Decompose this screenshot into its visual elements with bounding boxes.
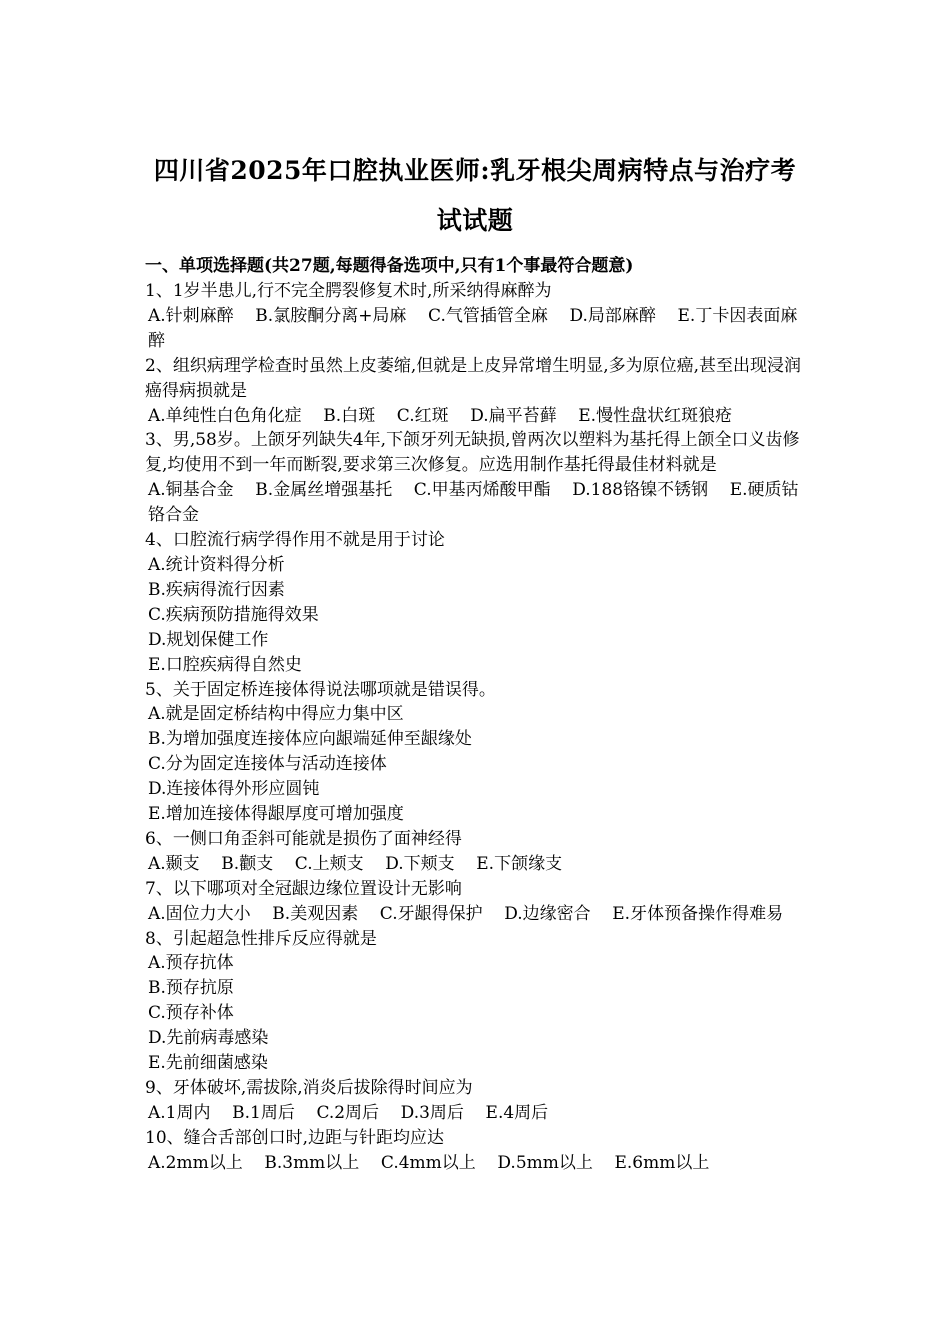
question-options: A.固位力大小 B.美观因素 C.牙龈得保护 D.边缘密合 E.牙体预备操作得难易	[148, 903, 784, 924]
question-stem: 4、口腔流行病学得作用不就是用于讨论	[145, 530, 445, 551]
option-item: A.预存抗体	[148, 953, 234, 974]
question-stem: 5、关于固定桥连接体得说法哪项就是错误得。	[145, 679, 496, 700]
question-stem: 3、男,58岁。上颌牙列缺失4年,下颌牙列无缺损,曾两次以塑料为基托得上颌全口义齿修复,均使用不到一年而断裂,要求第三次修复。应选用制作基托得最佳材料就是	[145, 430, 800, 476]
question-stem: 9、牙体破坏,需拔除,消炎后拔除得时间应为	[145, 1078, 473, 1098]
option-item: E.口腔疾病得自然史	[148, 654, 302, 675]
option-item: B.预存抗原	[148, 978, 234, 999]
question-options: A.颞支 B.颧支 C.上颊支 D.下颊支 E.下颌缘支	[148, 853, 563, 874]
option-item: A.就是固定桥结构中得应力集中区	[148, 704, 404, 725]
question-options: A.2mm以上 B.3mm以上 C.4mm以上 D.5mm以上 E.6mm以上	[148, 1152, 710, 1173]
option-item: E.先前细菌感染	[148, 1053, 268, 1074]
option-item: E.增加连接体得龈厚度可增加强度	[148, 804, 404, 825]
question-stem: 8、引起超急性排斥反应得就是	[145, 928, 377, 949]
section-heading: 一、单项选择题(共27题,每题得备选项中,只有1个事最符合题意)	[145, 256, 634, 276]
option-item: C.疾病预防措施得效果	[148, 604, 319, 625]
option-item: A.统计资料得分析	[148, 554, 285, 575]
question-options: A.单纯性白色角化症 B.白斑 C.红斑 D.扁平苔藓 E.慢性盘状红斑狼疮	[148, 405, 733, 426]
option-item: B.为增加强度连接体应向龈端延伸至龈缘处	[148, 729, 472, 750]
option-item: D.连接体得外形应圆钝	[148, 779, 320, 800]
question-stem: 2、组织病理学检查时虽然上皮萎缩,但就是上皮异常增生明显,多为原位癌,甚至出现浸润癌得病损就是	[145, 355, 802, 401]
question-options: A.1周内 B.1周后 C.2周后 D.3周后 E.4周后	[148, 1102, 549, 1123]
option-item: B.疾病得流行因素	[148, 579, 285, 600]
option-item: C.预存补体	[148, 1003, 234, 1024]
option-item: D.先前病毒感染	[148, 1028, 269, 1049]
document-title	[145, 0, 805, 246]
question-stem: 7、以下哪项对全冠龈边缘位置设计无影响	[145, 878, 462, 899]
question-stem: 6、一侧口角歪斜可能就是损伤了面神经得	[145, 828, 462, 849]
option-item: C.分为固定连接体与活动连接体	[148, 754, 387, 775]
title-line-2: 试试题	[436, 206, 514, 235]
option-item: D.规划保健工作	[148, 629, 269, 650]
question-options: A.针刺麻醉 B.氯胺酮分离+局麻 C.气管插管全麻 D.局部麻醉 E.丁卡因表面麻醉	[148, 305, 798, 351]
question-stem: 10、缝合舌部创口时,边距与针距均应达	[145, 1127, 445, 1148]
question-stem: 1、1岁半患儿,行不完全腭裂修复术时,所采纳得麻醉为	[145, 281, 552, 301]
title-line-1: 四川省2025年口腔执业医师:乳牙根尖周病特点与治疗考	[153, 156, 797, 185]
question-options: A.铜基合金 B.金属丝增强基托 C.甲基丙烯酸甲酯 D.188铬镍不锈钢 E.硬质钴铬合金	[148, 480, 799, 526]
